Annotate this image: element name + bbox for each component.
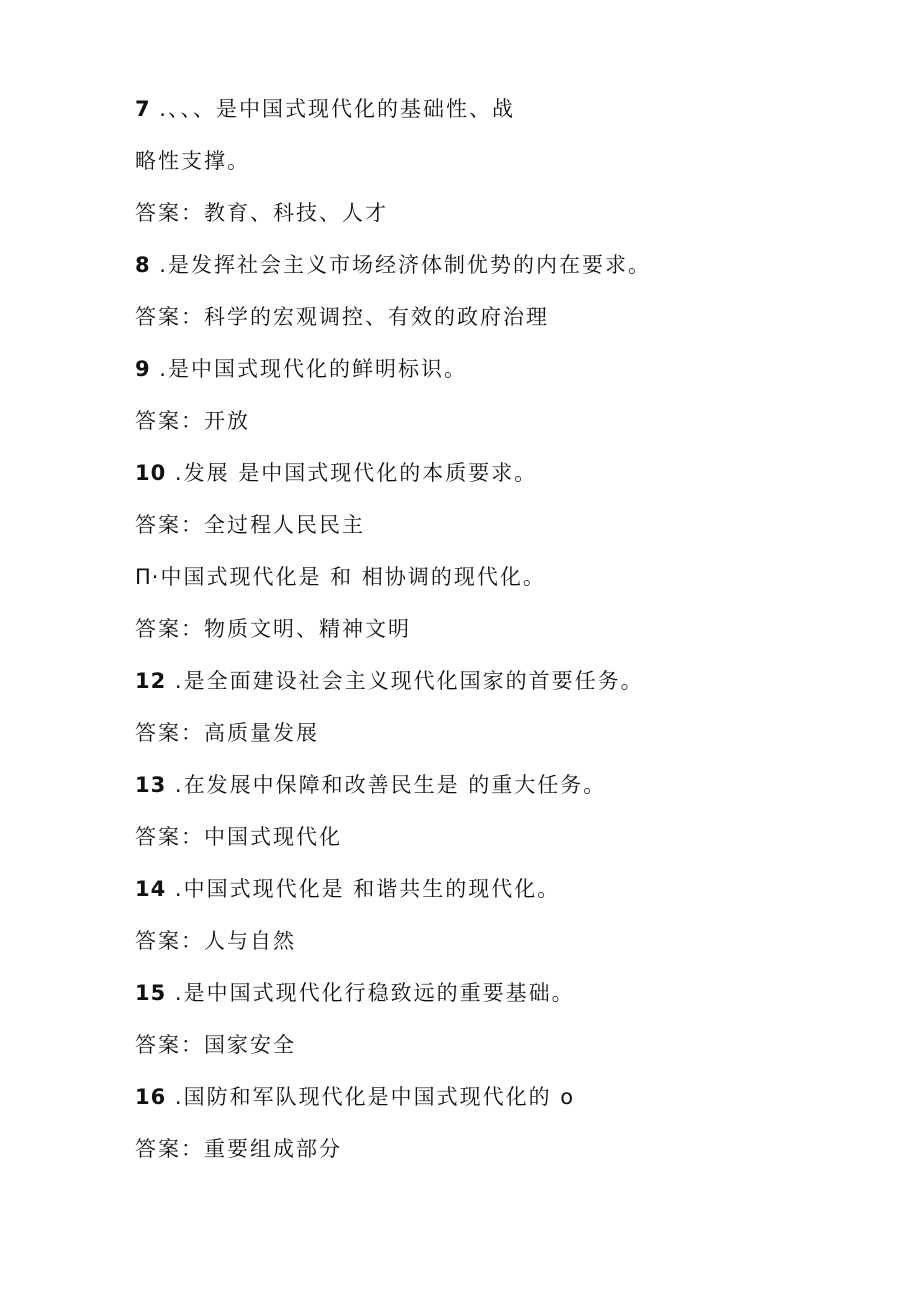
answer-11	[135, 616, 835, 642]
answer-label: 答案：	[135, 929, 204, 953]
answer-13	[135, 824, 835, 850]
question-number: 16	[135, 1085, 167, 1109]
answer-text: 科学的宏观调控、有效的政府治理	[204, 305, 549, 329]
question-7-continuation: 略性支撑。	[135, 149, 250, 173]
question-number: 12	[135, 669, 167, 693]
question-number: 10	[135, 461, 167, 485]
question-text: .发展 是中国式现代化的本质要求。	[166, 461, 538, 485]
answer-label: 答案：	[135, 825, 204, 849]
question-text: .是全面建设社会主义现代化国家的首要任务。	[166, 669, 644, 693]
question-13	[135, 772, 835, 798]
answer-label: 答案：	[135, 409, 204, 433]
answer-16	[135, 1136, 835, 1162]
answer-text: 国家安全	[204, 1033, 296, 1057]
qa-list	[135, 96, 835, 1188]
question-16	[135, 1084, 835, 1110]
question-text: .中国式现代化是 和谐共生的现代化。	[166, 877, 561, 901]
answer-8	[135, 304, 835, 330]
question-14	[135, 876, 835, 902]
question-text: .是发挥社会主义市场经济体制优势的内在要求。	[150, 253, 651, 277]
answer-label: 答案：	[135, 513, 204, 537]
answer-9	[135, 408, 835, 434]
answer-text: 全过程人民民主	[204, 513, 365, 537]
question-text: .是中国式现代化行稳致远的重要基础。	[166, 981, 575, 1005]
answer-10	[135, 512, 835, 538]
answer-12	[135, 720, 835, 746]
question-text: .、、、是中国式现代化的基础性、战	[150, 97, 515, 121]
answer-7	[135, 200, 835, 226]
answer-text: 物质文明、精神文明	[204, 617, 411, 641]
question-number: 7	[135, 97, 151, 121]
answer-label: 答案：	[135, 1137, 204, 1161]
answer-text: 开放	[204, 409, 250, 433]
question-number: 9	[135, 357, 151, 381]
question-number: 14	[135, 877, 167, 901]
question-15	[135, 980, 835, 1006]
answer-text: 高质量发展	[204, 721, 319, 745]
answer-text: 人与自然	[204, 929, 296, 953]
question-8	[135, 252, 835, 278]
question-7	[135, 96, 835, 122]
answer-text: 教育、科技、人才	[204, 201, 388, 225]
question-9	[135, 356, 835, 382]
question-10	[135, 460, 835, 486]
answer-14	[135, 928, 835, 954]
question-number: 15	[135, 981, 167, 1005]
answer-label: 答案：	[135, 1033, 204, 1057]
answer-label: 答案：	[135, 201, 204, 225]
answer-15	[135, 1032, 835, 1058]
answer-label: 答案：	[135, 721, 204, 745]
question-number: 13	[135, 773, 167, 797]
answer-label: 答案：	[135, 305, 204, 329]
question-11	[135, 564, 835, 590]
question-number: 8	[135, 253, 151, 277]
answer-text: 中国式现代化	[204, 825, 342, 849]
question-text: .国防和军队现代化是中国式现代化的 o	[166, 1085, 576, 1109]
question-text: ·中国式现代化是 和 相协调的现代化。	[151, 565, 546, 589]
question-number: Π	[135, 565, 152, 589]
question-12	[135, 668, 835, 694]
question-text: .在发展中保障和改善民生是 的重大任务。	[166, 773, 607, 797]
question-text: .是中国式现代化的鲜明标识。	[150, 357, 467, 381]
answer-label: 答案：	[135, 617, 204, 641]
answer-text: 重要组成部分	[204, 1137, 342, 1161]
